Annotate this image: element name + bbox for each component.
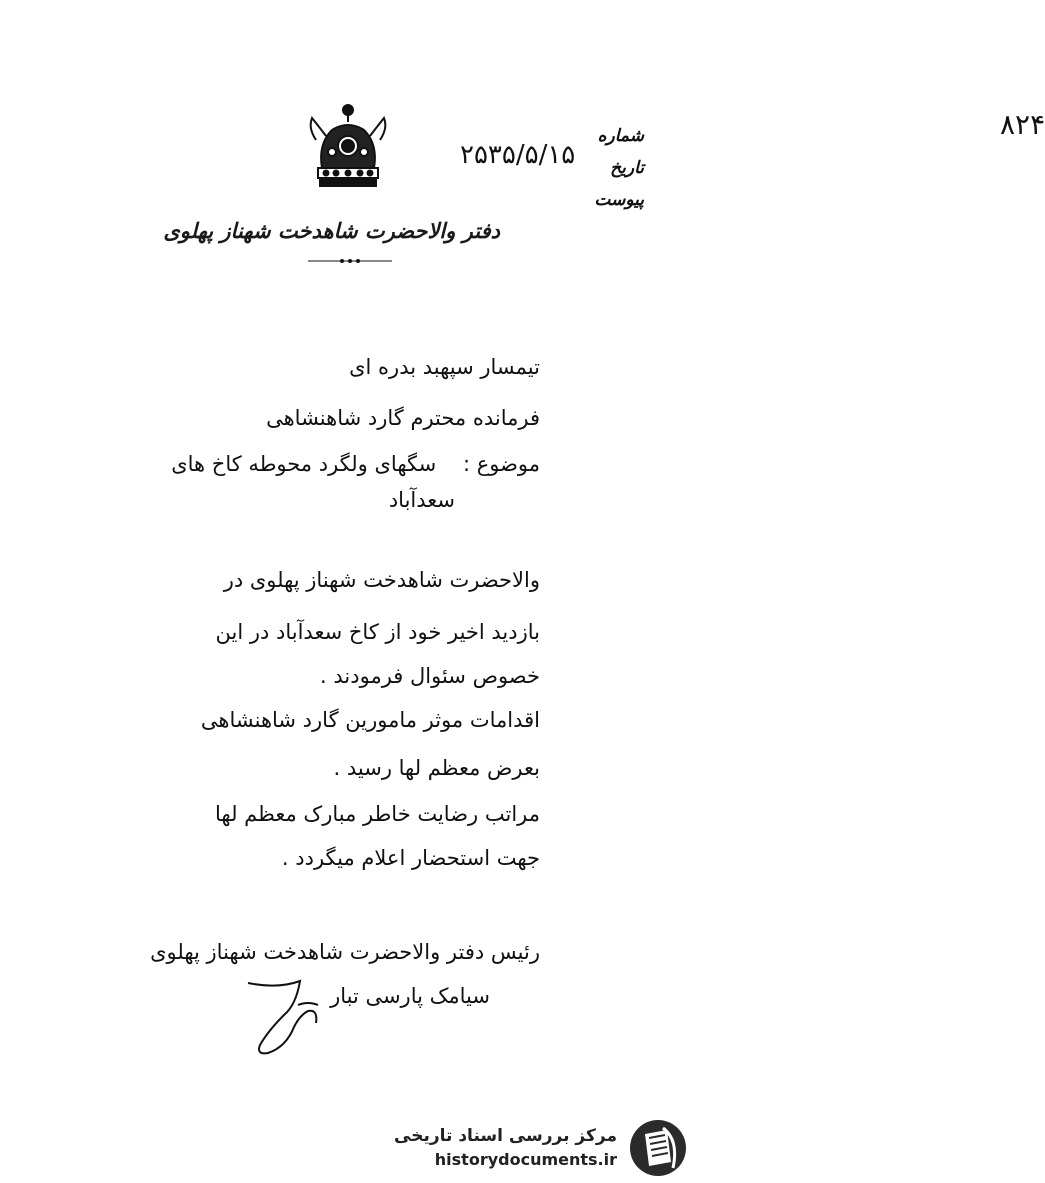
number-label: شماره <box>597 126 644 146</box>
document-center-logo-icon <box>627 1118 689 1178</box>
office-title: دفتر والاحضرت شاهدخت شهناز پهلوی <box>163 218 500 243</box>
subject-line <box>171 452 540 476</box>
body-line: اقدامات موثر مامورین گارد شاهنشاهی <box>200 708 540 732</box>
body-line: بعرض معظم لها رسید . <box>333 756 540 780</box>
attachment-label: پیوست <box>594 190 644 210</box>
signer-name: سیامک پارسی تبار <box>330 984 490 1008</box>
subject-text: سگهای ولگرد محوطه کاخ های <box>171 452 437 476</box>
body-line: بازدید اخیر خود از کاخ سعدآباد در این <box>215 620 540 644</box>
archive-footer <box>394 1118 695 1178</box>
ornament-divider-icon <box>308 256 392 266</box>
date-label: تاریخ <box>610 158 644 178</box>
letter-number: ۸۲۴ <box>1000 108 1045 141</box>
subject-line: سعدآباد <box>388 488 455 512</box>
archive-url: historydocuments.ir <box>434 1150 617 1169</box>
subject-label: موضوع : <box>462 452 540 476</box>
body-line: مراتب رضایت خاطر مبارک معظم لها <box>214 802 540 826</box>
body-line: جهت استحضار اعلام میگردد . <box>281 846 540 870</box>
recipient-line: فرمانده محترم گارد شاهنشاهی <box>266 406 540 430</box>
crown-icon <box>302 100 394 190</box>
letter-date: ۲۵۳۵/۵/۱۵ <box>460 140 576 170</box>
handwritten-signature-icon <box>238 975 348 1060</box>
recipient-line: تیمسار سپهبد بدره ای <box>349 355 540 379</box>
body-line: والاحضرت شاهدخت شهناز پهلوی در <box>223 568 540 592</box>
archive-name: مرکز بررسی اسناد تاریخی <box>394 1126 617 1146</box>
body-line: خصوص سئوال فرمودند . <box>320 664 540 688</box>
closing-line: رئیس دفتر والاحضرت شاهدخت شهناز پهلوی <box>150 940 540 964</box>
